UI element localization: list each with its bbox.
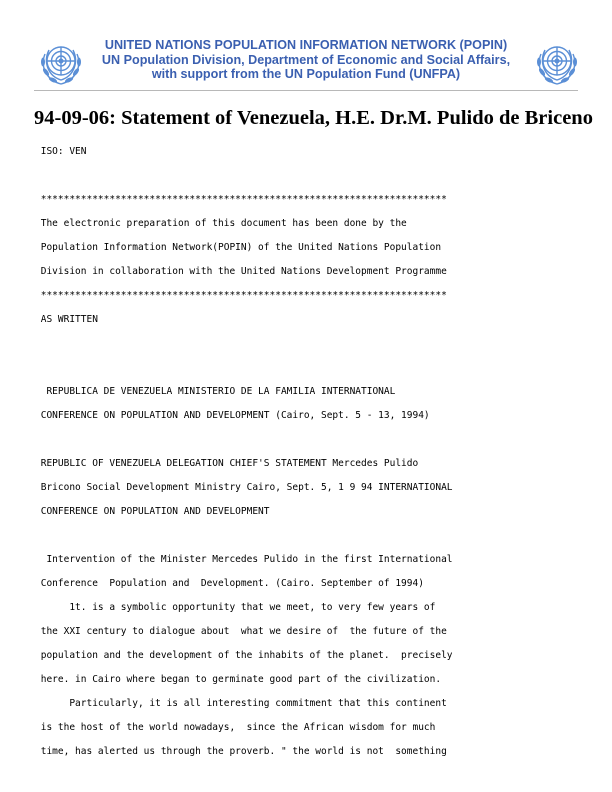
text-line: ISO: VEN — [35, 146, 87, 157]
text-line: REPUBLIC OF VENEZUELA DELEGATION CHIEF'S STATEMENT Mercedes Pulido — [35, 458, 419, 469]
text-line: Conference Population and Development. (Cairo. September of 1994) — [35, 578, 424, 589]
text-line: *********************************************************************** — [35, 194, 447, 205]
un-emblem-icon — [532, 38, 582, 88]
page-header — [34, 34, 578, 92]
page-title: 94-09-06: Statement of Venezuela, H.E. Dr.M. Pulido de Briceno — [34, 107, 593, 129]
header-line-1: UNITED NATIONS POPULATION INFORMATION NETWORK (POPIN) — [104, 38, 508, 52]
text-line: Intervention of the Minister Mercedes Pulido in the first International — [35, 554, 453, 565]
text-line: The electronic preparation of this document has been done by the — [35, 218, 407, 229]
text-line: Particularly, it is all interesting commitment that this continent — [35, 698, 447, 709]
header-line-3: with support from the UN Population Fund (UNFPA) — [151, 67, 461, 81]
text-line: 1t. is a symbolic opportunity that we meet, to very few years of — [35, 602, 436, 613]
text-line: CONFERENCE ON POPULATION AND DEVELOPMENT (Cairo, Sept. 5 - 13, 1994) — [35, 410, 430, 421]
organization-banner — [92, 38, 520, 82]
text-line: REPUBLICA DE VENEZUELA MINISTERIO DE LA FAMILIA INTERNATIONAL — [35, 386, 396, 397]
text-line: CONFERENCE ON POPULATION AND DEVELOPMENT — [35, 506, 270, 517]
text-line: time, has alerted us through the proverb. " the world is not something — [35, 746, 447, 757]
un-emblem-icon — [36, 38, 86, 88]
text-line: the XXI century to dialogue about what we desire of the future of the — [35, 626, 447, 637]
header-divider — [34, 90, 578, 91]
header-line-2: UN Population Division, Department of Economic and Social Affairs, — [101, 52, 511, 67]
text-line: *********************************************************************** — [35, 290, 447, 301]
text-line: Bricono Social Development Ministry Cairo, Sept. 5, 1 9 94 INTERNATIONAL — [35, 482, 453, 493]
text-line: Population Information Network(POPIN) of the United Nations Population — [35, 242, 442, 253]
text-line: AS WRITTEN — [35, 314, 98, 325]
text-line: population and the development of the inhabits of the planet. precisely — [35, 650, 453, 661]
text-line: Division in collaboration with the United Nations Development Programme — [35, 266, 447, 277]
text-line: here. in Cairo where began to germinate good part of the civilization. — [35, 674, 442, 685]
text-line: is the host of the world nowadays, since the African wisdom for much — [35, 722, 436, 733]
